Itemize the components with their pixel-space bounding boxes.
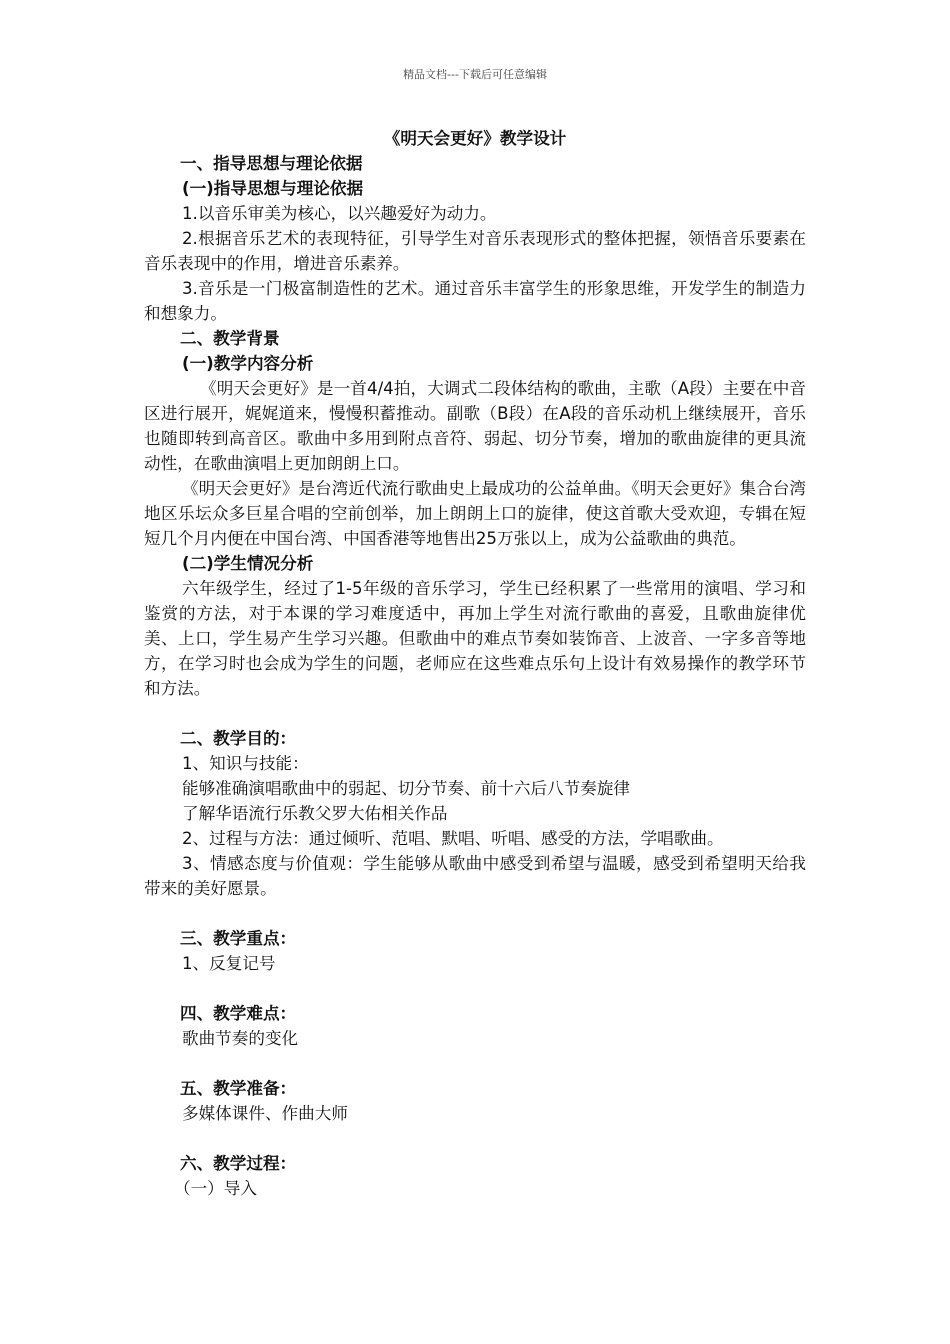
subsection-heading: (一)指导思想与理论依据 (182, 179, 364, 198)
paragraph: 六年级学生，经过了1-5年级的音乐学习，学生已经积累了一些常用的演唱、学习和鉴赏的方法，对于本课的学习难度适中，再加上学生对流行歌曲的喜爱，且歌曲旋律优美、上口，学生易产生学习兴趣。但歌曲中的难点节奏如装饰音、上波音、一字多音等地方，在学习时也会成为学生的问题，老师应在这些难点乐句上设计有效易操作的教学环节和方法。 (144, 579, 806, 698)
section-heading: 五、教学准备： (180, 1079, 297, 1098)
subsection-heading: (二)学生情况分析 (182, 554, 314, 573)
page-header: 精品文档---下载后可任意编辑 (403, 68, 547, 81)
list-item: 能够准确演唱歌曲中的弱起、切分节奏、前十六后八节奏旋律 (182, 779, 631, 798)
paragraph: 1.以音乐审美为核心，以兴趣爱好为动力。 (182, 204, 497, 223)
paragraph: 3.音乐是一门极富制造性的艺术。通过音乐丰富学生的形象思维，开发学生的制造力和想象力。 (144, 279, 806, 323)
section-heading: 二、教学目的： (180, 729, 297, 748)
list-item: 了解华语流行乐教父罗大佑相关作品 (182, 804, 448, 823)
paragraph: 1、反复记号 (182, 954, 276, 973)
section-heading: 六、教学过程： (180, 1154, 297, 1173)
document-body (144, 126, 806, 1201)
section-heading: 四、教学难点： (180, 1004, 297, 1023)
subsection-heading: (一)教学内容分析 (182, 354, 314, 373)
section-heading: 三、教学重点： (180, 929, 297, 948)
paragraph: 多媒体课件、作曲大师 (182, 1104, 348, 1123)
paragraph: 《明天会更好》是一首4/4拍，大调式二段体结构的歌曲，主歌（A段）主要在中音区进行展开，娓娓道来，慢慢积蓄推动。副歌（B段）在A段的音乐动机上继续展开，音乐也随即转到高音区。歌曲中多用到附点音符、弱起、切分节奏，增加的歌曲旋律的更具流动性，在歌曲演唱上更加朗朗上口。 (144, 379, 806, 473)
section-heading: 一、指导思想与理论依据 (180, 154, 363, 173)
list-item: 1、知识与技能： (182, 754, 309, 773)
section-heading: 二、教学背景 (180, 329, 280, 348)
paragraph: 《明天会更好》是台湾近代流行歌曲史上最成功的公益单曲。《明天会更好》集合台湾地区乐坛众多巨星合唱的空前创举，加上朗朗上口的旋律，使这首歌大受欢迎，专辑在短短几个月内便在中国台湾、中国香港等地售出25万张以上，成为公益歌曲的典范。 (144, 479, 806, 548)
document-title: 《明天会更好》教学设计 (383, 129, 567, 148)
list-item: 3、情感态度与价值观：学生能够从歌曲中感受到希望与温暖，感受到希望明天给我带来的美好愿景。 (144, 854, 806, 898)
paragraph: 歌曲节奏的变化 (182, 1029, 299, 1048)
paragraph: （一）导入 (174, 1179, 257, 1198)
paragraph: 2.根据音乐艺术的表现特征，引导学生对音乐表现形式的整体把握，领悟音乐要素在音乐表现中的作用，增进音乐素养。 (144, 229, 806, 273)
list-item: 2、过程与方法：通过倾听、范唱、默唱、听唱、感受的方法，学唱歌曲。 (182, 829, 724, 848)
